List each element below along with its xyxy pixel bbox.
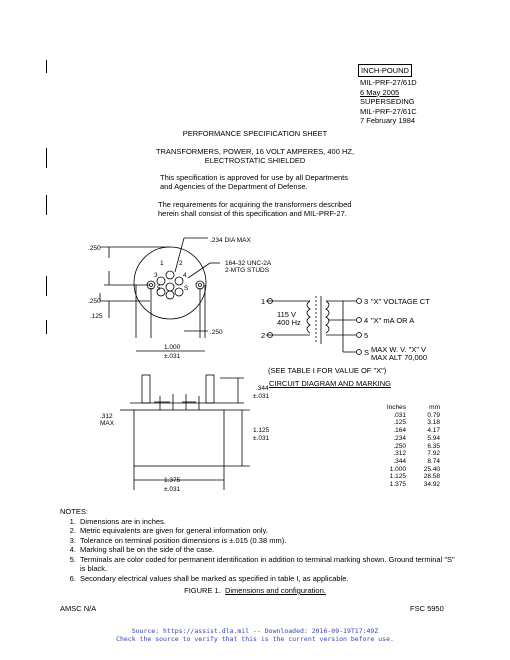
note-item: 5. Terminals are color coded for permanent identification in addition to terminal marking shown. Ground terminal "S" is black.: [78, 555, 460, 574]
superseded-number: MIL-PRF-27/61C: [360, 106, 417, 116]
subtitle-line-2: ELECTROSTATIC SHIELDED: [204, 156, 306, 165]
mm-value: 4.17: [427, 427, 440, 435]
verify-line: Check the source to verify that this is the current version before use.: [116, 635, 394, 643]
table-row: [378, 412, 440, 420]
change-bar: [46, 195, 47, 215]
terminal-4-label: 4: [364, 316, 369, 325]
notes-section: [60, 507, 460, 583]
approval-line-2: and Agencies of the Department of Defense.: [160, 182, 308, 191]
pin-2-label: 2: [179, 260, 183, 267]
note-item: 1. Dimensions are in inches.: [78, 517, 460, 527]
dim-1375: 1.375: [164, 477, 181, 484]
terminal-3-label: 3: [364, 297, 369, 306]
terminal-3-description: "X" VOLTAGE CT: [371, 297, 430, 306]
dim-1000-tol: ±.031: [164, 353, 181, 360]
primary-frequency: 400 Hz: [277, 318, 301, 327]
mm-value: 3.18: [427, 419, 440, 427]
dim-dia: .234 DIA MAX: [210, 237, 251, 244]
conversion-table: [378, 404, 440, 489]
dim-312-max: MAX: [100, 420, 115, 427]
dim-250-top: .250: [88, 245, 101, 252]
amsc-label: AMSC N/A: [60, 604, 97, 613]
page-title: PERFORMANCE SPECIFICATION SHEET: [182, 129, 328, 138]
table-row: [378, 419, 440, 427]
terminal-1-label: 1: [261, 297, 266, 306]
mm-header: mm: [429, 404, 440, 411]
mm-value: 0.79: [427, 411, 440, 419]
terminal-2-label: 2: [261, 331, 266, 340]
doc-number: MIL-PRF-27/61D: [360, 78, 417, 87]
inch-value: .164: [393, 427, 406, 435]
table-row: [378, 435, 440, 443]
table-row: [378, 466, 440, 474]
inch-value: .125: [393, 419, 406, 427]
table-row: [378, 427, 440, 435]
inch-value: .312: [393, 450, 406, 458]
doc-date: 6 May 2005: [360, 87, 400, 97]
terminal-s-description-2: MAX ALT 70,000: [371, 353, 428, 362]
terminal-s-description-1: MAX W. V. "X" V: [371, 345, 427, 354]
terminal-5-label: 5: [364, 331, 369, 340]
note-item: 6. Secondary electrical values shall be marked as specified in table I, as applicable.: [78, 574, 460, 584]
table-row: [378, 443, 440, 451]
top-view-drawing: [80, 228, 272, 363]
inch-value: .250: [393, 442, 406, 450]
source-line: Source: https://assist.dla.mil -- Downloaded: 2016-09-19T17:49Z: [131, 627, 379, 635]
fsc-label: FSC 5950: [410, 604, 444, 613]
dim-1000: 1.000: [164, 344, 181, 351]
dim-312: .312: [100, 413, 113, 420]
approval-line-1: This specification is approved for use by all Departments: [160, 173, 349, 182]
change-bar: [46, 60, 47, 73]
terminal-4-description: "X" mA OR A: [371, 316, 415, 325]
dim-250-right: .250: [210, 329, 223, 336]
table-row: [378, 450, 440, 458]
inch-value: 1.125: [389, 473, 406, 481]
requirements-line-2: herein shall consist of this specification and MIL-PRF-27.: [158, 209, 347, 218]
mm-value: 25.40: [423, 465, 440, 473]
inch-value: 1.375: [389, 481, 406, 489]
primary-voltage: 115 V: [277, 310, 297, 319]
dim-1125: 1.125: [253, 427, 270, 434]
notes-heading: NOTES:: [60, 507, 88, 516]
inch-value: .344: [393, 457, 406, 465]
pin-3-label: 3: [154, 272, 158, 279]
stud-label-1: 164-32 UNC-2A: [225, 260, 272, 267]
requirements-line-1: The requirements for acquiring the transformers described: [158, 200, 352, 209]
pin-5-label: 5: [157, 285, 161, 292]
figure-caption-text: Dimensions and configuration.: [224, 586, 326, 595]
note-item: 3. Tolerance on terminal position dimensions is ±.015 (0.38 mm).: [78, 536, 460, 546]
change-bar: [46, 276, 47, 296]
pin-s-label: S: [184, 285, 189, 292]
change-bar: [46, 320, 47, 334]
inch-value: .234: [393, 434, 406, 442]
see-table-note: (SEE TABLE I FOR VALUE OF "X"): [268, 366, 387, 375]
source-footer: [0, 627, 510, 643]
mm-value: 34.92: [423, 481, 440, 489]
table-row: [378, 481, 440, 489]
mm-value: 6.35: [427, 442, 440, 450]
pin-1-label: 1: [160, 260, 164, 267]
figure-caption: [0, 586, 510, 595]
mm-value: 5.94: [427, 434, 440, 442]
note-item: 2. Metric equivalents are given for general information only.: [78, 526, 460, 536]
table-header-row: [378, 404, 440, 412]
figure-caption-prefix: FIGURE 1.: [184, 586, 221, 595]
stud-label-2: 2-MTG STUDS: [225, 267, 270, 274]
circuit-caption: CIRCUIT DIAGRAM AND MARKING: [269, 379, 391, 388]
side-view-drawing: [90, 370, 290, 496]
inch-value: 1.000: [389, 465, 406, 473]
dim-1375-tol: ±.031: [164, 486, 181, 493]
table-row: [378, 458, 440, 466]
inch-value: .031: [393, 411, 406, 419]
inches-header: Inches: [386, 404, 406, 411]
superseding-label: SUPERSEDING: [360, 97, 415, 106]
dim-1125-tol: ±.031: [253, 435, 270, 442]
note-item: 4. Marking shall be on the side of the case.: [78, 545, 460, 555]
terminal-s-label: S: [364, 348, 370, 357]
mm-value: 8.74: [427, 457, 440, 465]
pin-4-label: 4: [183, 272, 187, 279]
dim-125: .125: [90, 313, 103, 320]
document-identifier: [360, 78, 417, 126]
table-row: [378, 473, 440, 481]
dim-250-bottom: .250: [88, 298, 101, 305]
mm-value: 28.58: [423, 473, 440, 481]
dim-344: .344: [256, 385, 269, 392]
superseded-date: 7 February 1984: [360, 116, 416, 125]
dim-344-tol: ±.031: [253, 393, 270, 400]
subtitle-line-1: TRANSFORMERS, POWER, 16 VOLT AMPERES, 400 HZ,: [155, 147, 355, 156]
mm-value: 7.92: [427, 450, 440, 458]
inch-pound-box: INCH-POUND: [358, 64, 412, 77]
